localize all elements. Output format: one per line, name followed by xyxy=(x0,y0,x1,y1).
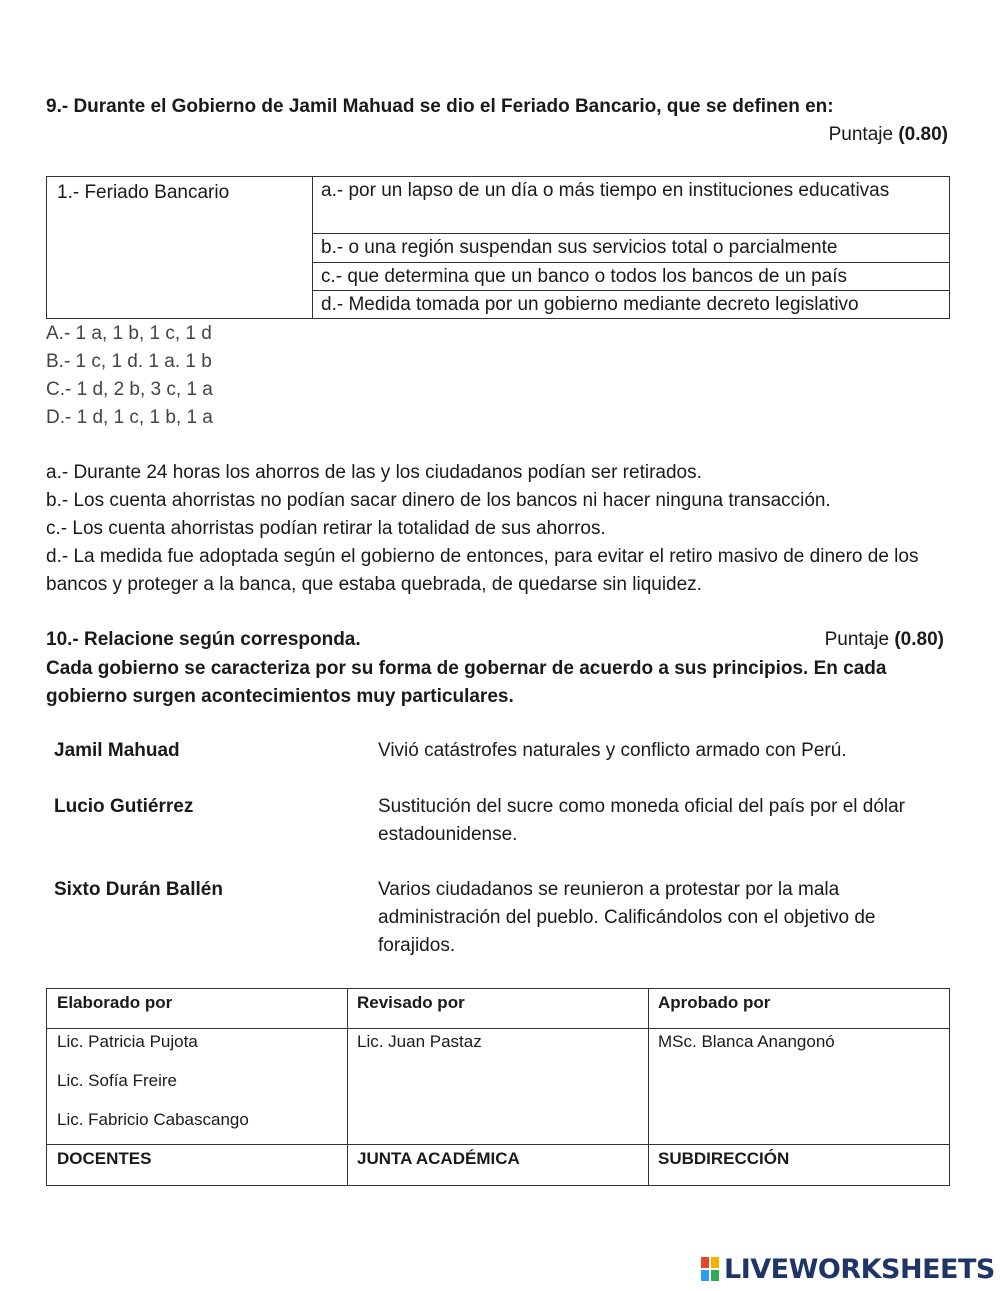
q10-name-gutierrez[interactable]: Lucio Gutiérrez xyxy=(54,796,194,817)
approval-header-aprobado: Aprobado por xyxy=(658,993,771,1012)
approval-col-divider xyxy=(347,989,348,1185)
approval-revisado: Lic. Juan Pastaz xyxy=(357,1032,482,1051)
approval-row-divider xyxy=(47,1028,949,1029)
q9-score-value: (0.80) xyxy=(898,124,948,145)
q9-option-b[interactable]: B.- 1 c, 1 d. 1 a. 1 b xyxy=(46,351,212,372)
logo-square xyxy=(700,1256,710,1269)
liveworksheets-logo xyxy=(700,1254,995,1284)
liveworksheets-logo-icon xyxy=(700,1256,720,1282)
q10-score-label: Puntaje xyxy=(824,629,895,650)
logo-square xyxy=(710,1256,720,1269)
approval-col-divider xyxy=(648,989,649,1185)
approval-footer-docentes: DOCENTES xyxy=(57,1149,152,1168)
approval-row-divider xyxy=(47,1144,949,1145)
approval-footer-junta: JUNTA ACADÉMICA xyxy=(357,1149,520,1168)
q10-name-mahuad[interactable]: Jamil Mahuad xyxy=(54,740,180,761)
q9-statement-a: a.- Durante 24 horas los ahorros de las y los ciudadanos podían ser retirados. xyxy=(46,462,702,483)
logo-square xyxy=(710,1269,720,1282)
q9-statement-b: b.- Los cuenta ahorristas no podían sacar dinero de los bancos ni hacer ninguna transacción. xyxy=(46,490,831,511)
q9-title: 9.- Durante el Gobierno de Jamil Mahuad se dio el Feriado Bancario, que se definen en: xyxy=(46,96,834,117)
q9-table-left-cell: 1.- Feriado Bancario xyxy=(47,177,313,318)
q9-statement-c: c.- Los cuenta ahorristas podían retirar la totalidad de sus ahorros. xyxy=(46,518,606,539)
liveworksheets-logo-text: LIVEWORKSHEETS xyxy=(724,1253,995,1285)
approval-header-revisado: Revisado por xyxy=(357,993,465,1012)
q9-table-rows xyxy=(313,177,949,318)
q10-desc-1[interactable]: Vivió catástrofes naturales y conflicto armado con Perú. xyxy=(378,740,847,761)
approval-table xyxy=(46,988,950,1186)
q9-table-row-c: c.- que determina que un banco o todos los bancos de un país xyxy=(313,263,949,291)
q9-score-label: Puntaje xyxy=(828,124,899,145)
approval-aprobado: MSc. Blanca Anangonó xyxy=(658,1032,835,1051)
q9-matching-table xyxy=(46,176,950,319)
approval-footer-subdireccion: SUBDIRECCIÓN xyxy=(658,1149,790,1168)
q10-name-duran-ballen[interactable]: Sixto Durán Ballén xyxy=(54,879,223,900)
q9-score xyxy=(829,124,948,146)
q9-table-row-b: b.- o una región suspendan sus servicios total o parcialmente xyxy=(313,234,949,263)
approval-header-elaborado: Elaborado por xyxy=(57,993,173,1012)
approval-elaborado-1: Lic. Patricia Pujota xyxy=(57,1032,198,1051)
q10-score xyxy=(825,629,944,651)
q10-score-value: (0.80) xyxy=(894,629,944,650)
approval-elaborado-2: Lic. Sofía Freire xyxy=(57,1071,177,1090)
q9-statement-d: d.- La medida fue adoptada según el gobierno de entonces, para evitar el retiro masivo de dinero de los bancos y proteger a la banca, que estaba quebrada, de quedarse sin liquidez. xyxy=(46,546,919,595)
q10-desc-3[interactable]: Varios ciudadanos se reunieron a protestar por la mala administración del pueblo. Calificándolos con el objetivo de forajidos. xyxy=(378,879,876,956)
q10-title: 10.- Relacione según corresponda. xyxy=(46,629,361,650)
q9-option-a[interactable]: A.- 1 a, 1 b, 1 c, 1 d xyxy=(46,323,212,344)
q10-desc-2[interactable]: Sustitución del sucre como moneda oficial del país por el dólar estadounidense. xyxy=(378,796,906,845)
q9-option-c[interactable]: C.- 1 d, 2 b, 3 c, 1 a xyxy=(46,379,213,400)
approval-elaborado-3: Lic. Fabricio Cabascango xyxy=(57,1110,249,1129)
q9-table-row-d: d.- Medida tomada por un gobierno mediante decreto legislativo xyxy=(321,294,859,315)
q10-instruction: Cada gobierno se caracteriza por su forma de gobernar de acuerdo a sus principios. En cada gobierno surgen acontecimientos muy particulares. xyxy=(46,658,887,707)
logo-square xyxy=(700,1269,710,1282)
q9-option-d[interactable]: D.- 1 d, 1 c, 1 b, 1 a xyxy=(46,407,213,428)
q9-table-row-a: a.- por un lapso de un día o más tiempo en instituciones educativas xyxy=(313,177,949,234)
